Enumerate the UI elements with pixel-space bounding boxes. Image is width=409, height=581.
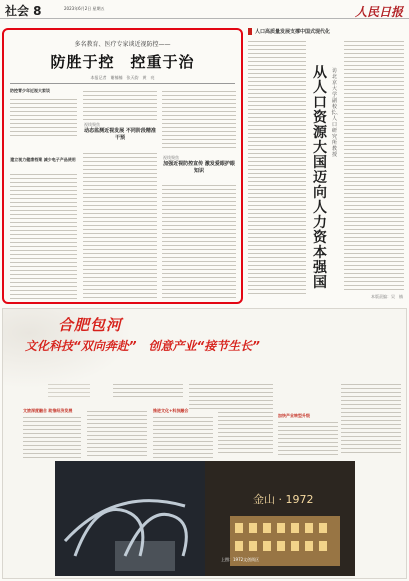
ad-column-5 — [278, 419, 338, 455]
issue-date: 2023年6月2日 星期五 — [64, 6, 105, 11]
topic-marker — [248, 28, 252, 35]
ad-column-1 — [23, 414, 81, 458]
ad-title: 合肥包河 — [58, 316, 123, 334]
article-byline: 本报记者 谢楠楠 张天韵 黄 亮 — [90, 75, 155, 80]
feature-advertorial[interactable] — [2, 308, 407, 579]
article-column-3 — [162, 88, 236, 148]
article-column-1 — [10, 96, 77, 136]
ad-column-head-3: 加快产业转型升级 — [278, 413, 310, 418]
inset-title-2: 加强近视防控宣传 激发爱眼护眼知识 — [163, 161, 235, 174]
ad-tagline: 文化科技“双向奔赴” 创意产业“接节生长” — [25, 339, 260, 353]
ad-column-4 — [218, 381, 273, 453]
inset-tag-1: 视线聚焦 — [84, 122, 100, 127]
side-column-1 — [248, 38, 306, 294]
ad-column-6 — [341, 381, 401, 453]
subhead-2: 建立视力健康档案 减少电子产品使用 — [10, 157, 76, 162]
topic-title: 人口高质量发展支撑中国式现代化 — [255, 29, 331, 35]
article-column-2 — [83, 88, 157, 120]
headline-divider — [10, 83, 235, 84]
ad-intro-text — [48, 381, 108, 397]
night-architecture-illustration — [55, 461, 355, 576]
article-column-2b — [83, 150, 157, 298]
section-label: 社会 8 — [5, 4, 42, 18]
ad-column-2 — [87, 408, 147, 456]
vertical-subtitle: 访北京大学副校长、人口研究所教授 — [331, 68, 342, 158]
side-article[interactable] — [248, 28, 406, 304]
lead-article[interactable] — [2, 28, 243, 304]
vertical-headline: 从人口资源大国迈向人力资本强国 — [313, 65, 327, 291]
article-headline: 防胜于控 控重于治 — [50, 53, 195, 71]
inset-box-2 — [163, 154, 235, 175]
masthead-logo: 人民日报 — [354, 5, 403, 19]
inset-tag-2: 视线聚焦 — [163, 155, 179, 160]
svg-text:金山 · 1972: 金山 · 1972 — [253, 493, 314, 506]
page-header — [0, 0, 409, 19]
article-column-3b — [162, 182, 236, 298]
side-column-2 — [344, 38, 404, 290]
article-kicker: 多名教育、医疗专家谈近视防控—— — [74, 41, 171, 48]
feature-photo — [55, 461, 355, 576]
ad-column-head-2: 推进文化+科技融合 — [153, 408, 189, 413]
ad-intro-text-2 — [113, 381, 183, 397]
inset-title-1: 动态监测近视发展 不同阶段精准干预 — [84, 128, 156, 141]
article-column-1b — [10, 171, 77, 299]
photo-caption: 上图：1972文创街区 — [221, 557, 260, 562]
inset-box-1 — [84, 121, 156, 142]
ad-column-head-1: 文旅深度融合 助推经济发展 — [23, 408, 73, 413]
editor-footnote: 本版责编：吴 楠 — [371, 294, 403, 299]
subhead-1: 防控青少年近视大家谈 — [10, 88, 50, 93]
ad-column-3 — [153, 414, 213, 458]
